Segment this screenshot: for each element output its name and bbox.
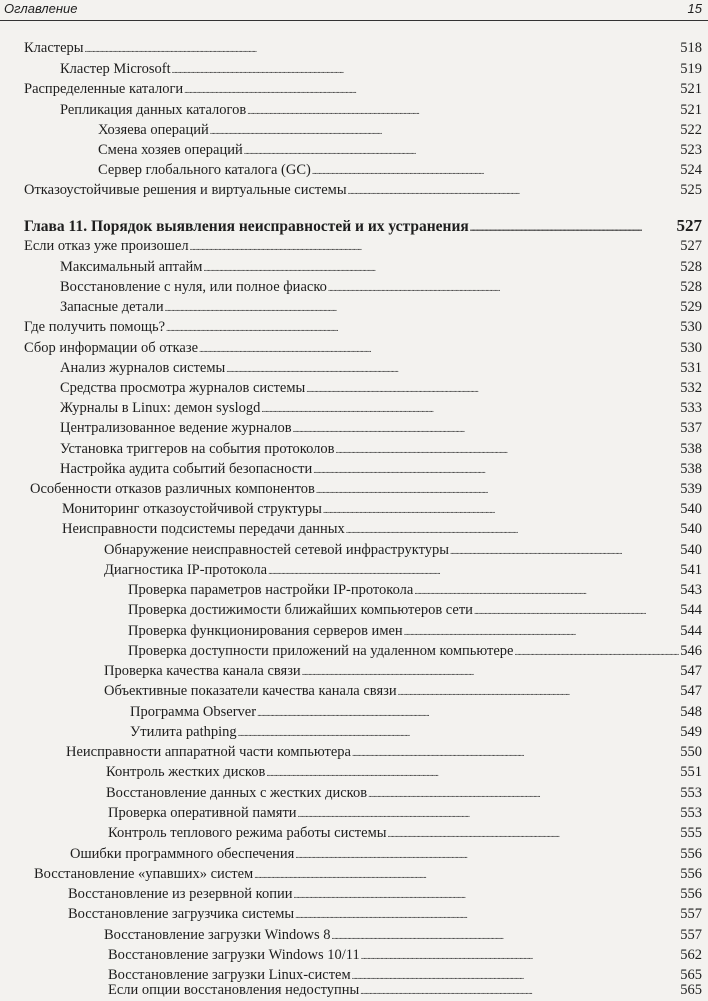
toc-entry-title: Восстановление с нуля, или полное фиаско [60,279,327,295]
toc-entry [60,398,702,418]
dot-leader [316,479,679,500]
toc-entry [98,160,702,180]
dot-leader [294,884,680,905]
dot-leader [268,560,679,581]
toc-entry-title: Распределенные каталоги [24,81,184,97]
toc-entry [24,38,702,58]
dot-leader [323,499,679,520]
dot-leader [450,540,679,561]
toc-entry-page: 527 [680,238,702,254]
toc-entry-title: Смена хозяев операций [98,142,243,158]
toc-entry-page: 518 [680,40,702,56]
dot-leader [306,378,679,399]
toc-entry-page: 524 [680,162,702,178]
toc-entry-title: Ошибки программного обеспечения [70,846,295,862]
toc-entry-title: Хозяева операций [98,122,209,138]
toc-entry-page: 548 [680,704,702,720]
dot-leader [312,160,679,181]
toc-chapter-title: Глава 11. Порядок выявления неисправностей и их устранения [24,218,469,235]
toc-entry [68,884,702,904]
toc-entry-title: Программа Observer [130,704,257,720]
toc-entry [128,641,702,661]
dot-leader [335,439,679,460]
toc-entry-title: Восстановление данных с жестких дисков [106,785,368,801]
toc-entry [104,560,702,580]
toc-entry-page: 553 [680,805,702,821]
toc-entry [60,418,702,438]
toc-entry [108,823,702,843]
toc-entry-page: 556 [680,866,702,882]
toc-entry-page: 521 [680,102,702,118]
page-number: 15 [687,1,702,16]
dot-leader [199,338,679,359]
dot-leader [470,217,676,238]
toc-entry-page: 538 [680,441,702,457]
toc-entry [24,79,702,99]
toc-entry [60,297,702,317]
toc-entry-page: 530 [680,319,702,335]
toc-entry-title: Проверка функционирования серверов имен [128,623,403,639]
dot-leader [85,38,680,59]
toc-entry-title: Утилита pathping [130,724,237,740]
toc-entry-title: Восстановление загрузчика системы [68,906,295,922]
toc-entry-page: 547 [680,663,702,679]
dot-leader [352,742,679,763]
toc-entry-title: Контроль теплового режима работы системы [108,825,387,841]
dot-leader [404,621,680,642]
toc-entry-title: Сервер глобального каталога (GC) [98,162,311,178]
toc-entry-title: Восстановление из резервной копии [68,886,293,902]
toc-entry-page: 551 [680,764,702,780]
toc-entry-title: Если отказ уже произошел [24,238,189,254]
toc-entry [106,762,702,782]
dot-leader [238,722,680,743]
toc-entry-title: Мониторинг отказоустойчивой структуры [62,501,322,517]
dot-leader [295,904,679,925]
toc-entry-page: 553 [680,785,702,801]
toc-entry-title: Запасные детали [60,299,164,315]
toc-entry-page: 543 [680,582,702,598]
toc-entry-page: 557 [680,906,702,922]
toc-entry-title: Обнаружение неисправностей сетевой инфраструктуры [104,542,449,558]
dot-leader [414,580,679,601]
toc-entry [104,681,702,701]
toc-entry [68,904,702,924]
toc-entry-title: Кластер Microsoft [60,61,171,77]
dot-leader [190,236,680,257]
toc-entry-page: 532 [680,380,702,396]
toc-entry-title: Контроль жестких дисков [106,764,266,780]
dot-leader [254,864,679,885]
toc-entry [62,499,702,519]
toc-entry [98,140,702,160]
toc-entry-page: 529 [680,299,702,315]
toc-entry-page: 555 [680,825,702,841]
dot-leader [210,120,679,141]
toc-entry-page: 530 [680,340,702,356]
dot-leader [266,762,679,783]
toc-entry-title: Восстановление «упавших» систем [34,866,254,882]
toc-entry-page: 540 [680,521,702,537]
toc-entry-title: Проверка доступности приложений на удаленном компьютере [128,643,514,659]
toc-entry-page: 533 [680,400,702,416]
dot-leader [331,925,679,946]
dot-leader [166,317,679,338]
toc-entry-title: Проверка достижимости ближайших компьютеров сети [128,602,473,618]
toc-entry [60,100,702,120]
toc-entry-title: Установка триггеров на события протоколов [60,441,335,457]
toc-entry [60,459,702,479]
dot-leader [226,358,679,379]
toc-entry-page: 565 [680,982,702,998]
dot-leader [302,661,680,682]
toc-entry-page: 523 [680,142,702,158]
toc-entry-page: 547 [680,683,702,699]
dot-leader [184,79,679,100]
toc-entry-page: 528 [680,259,702,275]
toc-entry-page: 525 [680,182,702,198]
toc-entry [60,358,702,378]
toc-entry-title: Максимальный аптайм [60,259,203,275]
toc-entry [60,257,702,277]
toc-entry-page: 522 [680,122,702,138]
toc-entry-page: 549 [680,724,702,740]
dot-leader [247,100,679,121]
toc-entry-page: 528 [680,279,702,295]
toc-entry [130,702,702,722]
toc-entry [128,621,702,641]
toc-entry-page: 556 [680,846,702,862]
toc-entry [60,378,702,398]
toc-entry-title: Восстановление загрузки Windows 8 [104,927,331,943]
toc-entry-title: Где получить помощь? [24,319,166,335]
toc-entry [24,317,702,337]
toc-entry-page: 544 [680,623,702,639]
dot-leader [360,980,679,1001]
toc-entry [24,180,702,200]
dot-leader [244,140,679,161]
dot-leader [293,418,680,439]
toc-entry [70,844,702,864]
toc-entry [108,945,702,965]
toc-entry-title: Восстановление загрузки Linux-систем [108,967,351,983]
toc-entry-page: 539 [680,481,702,497]
toc-entry [30,479,702,499]
toc-entry [24,338,702,358]
toc-entry [106,783,702,803]
toc-chapter-page: 527 [676,216,702,235]
dot-leader [346,519,679,540]
toc-entry-page: 546 [680,643,702,659]
toc-entry [66,742,702,762]
dot-leader [172,59,680,80]
toc-entry-title: Журналы в Linux: демон syslogd [60,400,261,416]
toc-entry-title: Репликация данных каталогов [60,102,247,118]
toc-entry-page: 556 [680,886,702,902]
toc-entry-title: Настройка аудита событий безопасности [60,461,313,477]
dot-leader [165,297,680,318]
dot-leader [203,257,679,278]
toc-entry-title: Неисправности аппаратной части компьютера [66,744,351,760]
toc-entry-page: 538 [680,461,702,477]
dot-leader [474,600,679,621]
toc-entry [128,600,702,620]
toc-entry [104,661,702,681]
dot-leader [514,641,679,662]
toc-entry [128,580,702,600]
dot-leader [398,681,680,702]
toc-entry-title: Кластеры [24,40,84,56]
toc-entry [60,277,702,297]
toc-entry-title: Отказоустойчивые решения и виртуальные системы [24,182,347,198]
toc-chapter [24,216,702,236]
toc-entry-page: 519 [680,61,702,77]
running-header-title: Оглавление [4,1,78,16]
toc-entry [108,980,702,1000]
toc-entry-title: Особенности отказов различных компонентов [30,481,315,497]
toc-entry-title: Диагностика IP-протокола [104,562,268,578]
toc-entry-page: 521 [680,81,702,97]
toc-entry-title: Если опции восстановления недоступны [108,982,360,998]
toc-entry-title: Проверка параметров настройки IP-протокола [128,582,414,598]
dot-leader [368,783,679,804]
toc-entry-page: 557 [680,927,702,943]
toc-entry-title: Проверка оперативной памяти [108,805,297,821]
dot-leader [298,803,680,824]
toc-entry-title: Средства просмотра журналов системы [60,380,306,396]
toc-entry-page: 562 [680,947,702,963]
toc-entry [104,540,702,560]
dot-leader [257,702,679,723]
toc-entry [62,519,702,539]
toc-entry-page: 550 [680,744,702,760]
toc-entry [24,236,702,256]
toc-entry-page: 540 [680,501,702,517]
dot-leader [313,459,679,480]
dot-leader [387,823,679,844]
toc-entry-page: 537 [680,420,702,436]
dot-leader [348,180,680,201]
toc-entry-page: 540 [680,542,702,558]
toc-entry [104,925,702,945]
dot-leader [261,398,679,419]
toc-entry [60,439,702,459]
toc-entry-title: Централизованное ведение журналов [60,420,292,436]
toc-entry-page: 565 [680,967,702,983]
toc-entry [130,722,702,742]
toc-entry-title: Проверка качества канала связи [104,663,301,679]
toc-entry [60,59,702,79]
toc-entry-page: 541 [680,562,702,578]
toc-entry-page: 544 [680,602,702,618]
dot-leader [361,945,680,966]
toc-entry [34,864,702,884]
toc-entry-title: Сбор информации об отказе [24,340,199,356]
toc-entry-title: Неисправности подсистемы передачи данных [62,521,345,537]
toc-entry-title: Восстановление загрузки Windows 10/11 [108,947,360,963]
toc-entry-page: 531 [680,360,702,376]
toc-entry-title: Анализ журналов системы [60,360,226,376]
dot-leader [328,277,679,298]
toc-entry [98,120,702,140]
toc-entry-title: Объективные показатели качества канала связи [104,683,397,699]
dot-leader [295,844,679,865]
toc-entry [108,803,702,823]
